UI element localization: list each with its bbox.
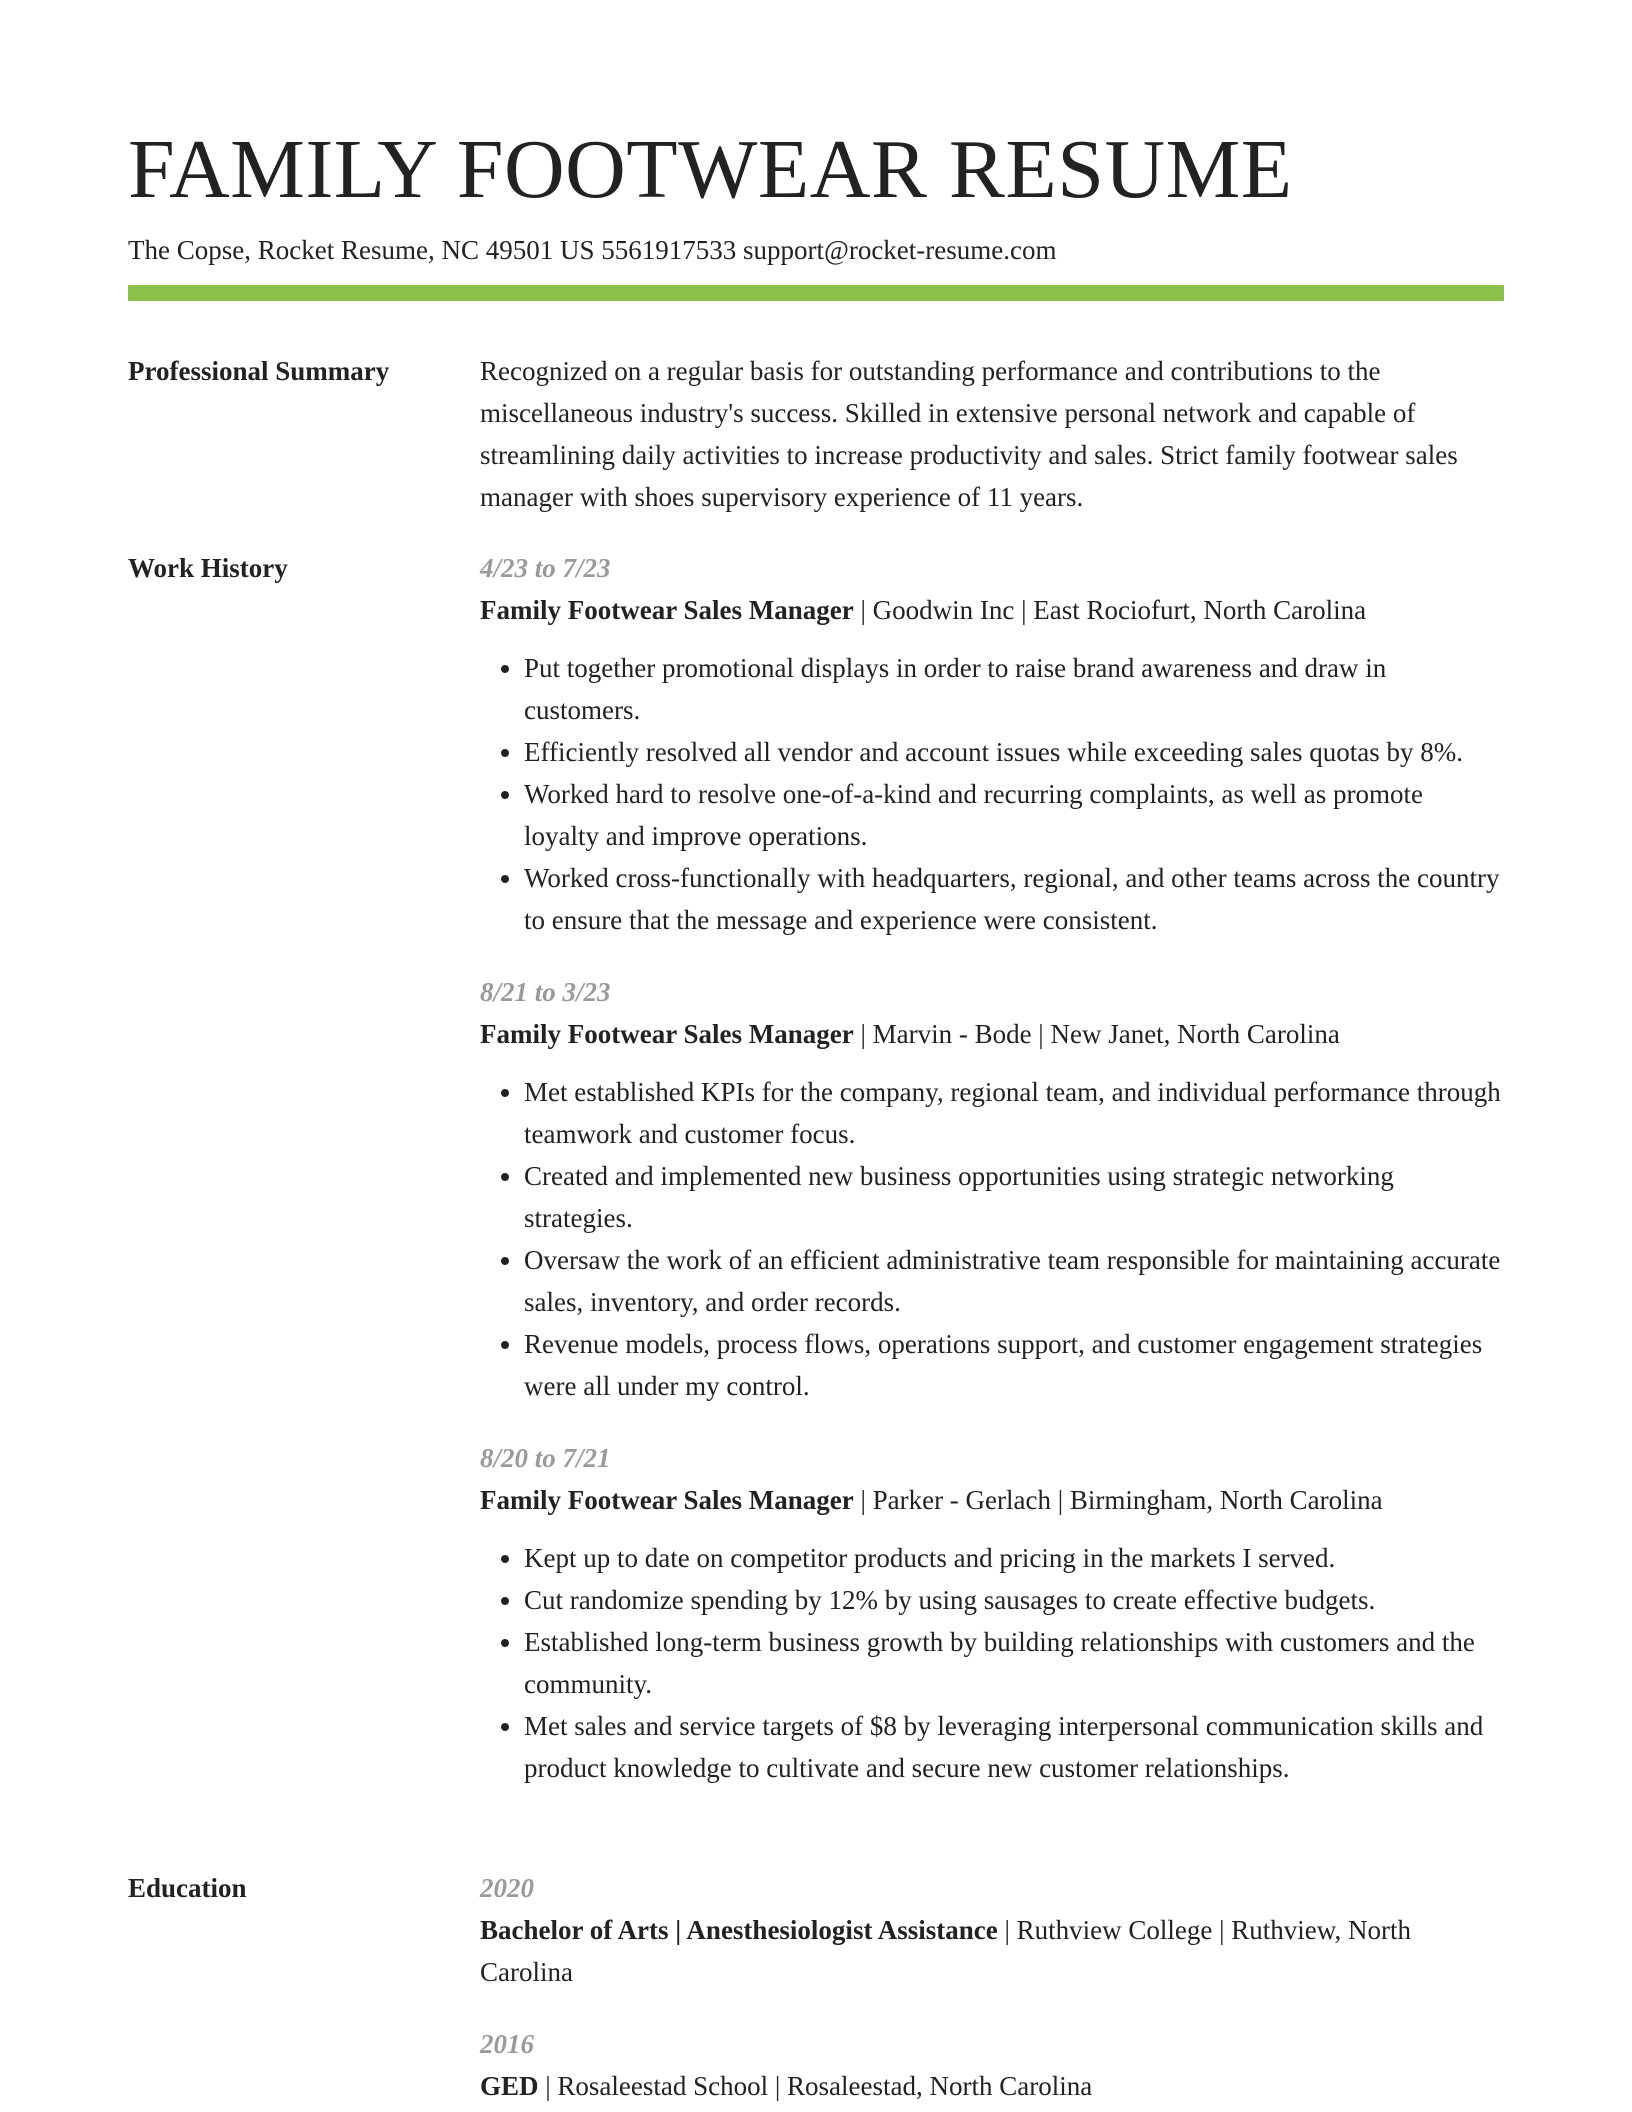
job-role-line: [480, 1479, 1504, 1521]
job-bullet: • Established long-term business growth by building relationships with customers and the community.: [524, 1621, 1504, 1705]
education-details: | Ruthview College | Ruthview, North Carolina: [480, 1915, 1411, 1987]
job-role-line: [480, 1013, 1504, 1055]
job-details: | Goodwin Inc | East Rociofurt, North Carolina: [853, 595, 1367, 625]
education-details: | Rosaleestad School | Rosaleestad, North Carolina: [538, 2071, 1093, 2101]
education-body: [480, 1867, 1504, 2107]
job-entry: [480, 547, 1504, 941]
education-entry: [480, 2023, 1504, 2107]
section-label-summary: Professional Summary: [128, 356, 390, 386]
job-bullets: [480, 1537, 1504, 1789]
job-bullet: • Cut randomize spending by 12% by using sausages to create effective budgets.: [524, 1579, 1504, 1621]
job-dates: 8/21 to 3/23: [480, 977, 611, 1007]
job-title: Family Footwear Sales Manager: [480, 1019, 854, 1049]
work-history-body: [480, 547, 1504, 1789]
contact-line: The Copse, Rocket Resume, NC 49501 US 5561917533 support@rocket-resume.com: [128, 235, 1057, 265]
job-bullet: • Kept up to date on competitor products and pricing in the markets I served.: [524, 1537, 1504, 1579]
section-label-work-history: Work History: [128, 553, 288, 583]
job-dates: 4/23 to 7/23: [480, 553, 611, 583]
summary-body: [480, 350, 1504, 518]
job-role-line: [480, 589, 1504, 631]
job-bullet: • Oversaw the work of an efficient administrative team responsible for maintaining accurate sales, inventory, and order records.: [524, 1239, 1504, 1323]
education-line: [480, 1909, 1504, 1993]
job-bullet: • Revenue models, process flows, operations support, and customer engagement strategies were all under my control.: [524, 1323, 1504, 1407]
job-title: Family Footwear Sales Manager: [480, 595, 854, 625]
job-entry: [480, 1437, 1504, 1789]
job-bullet: • Efficiently resolved all vendor and account issues while exceeding sales quotas by 8%.: [524, 731, 1504, 773]
resume-title: FAMILY FOOTWEAR RESUME: [128, 123, 1293, 216]
job-details: | Marvin - Bode | New Janet, North Carolina: [853, 1019, 1340, 1049]
header-divider: [128, 285, 1504, 301]
education-line: [480, 2065, 1504, 2107]
job-entry: [480, 971, 1504, 1407]
job-bullet: • Met sales and service targets of $8 by leveraging interpersonal communication skills and product knowledge to cultivate and secure new customer relationships.: [524, 1705, 1504, 1789]
job-bullet: • Created and implemented new business opportunities using strategic networking strategies.: [524, 1155, 1504, 1239]
job-bullet: • Worked cross-functionally with headquarters, regional, and other teams across the country to ensure that the message and experience were consistent.: [524, 857, 1504, 941]
education-degree: Bachelor of Arts | Anesthesiologist Assistance: [480, 1915, 998, 1945]
job-bullets: [480, 1071, 1504, 1407]
education-entry: [480, 1867, 1504, 1993]
education-year: 2020: [480, 1873, 534, 1903]
section-label-education: Education: [128, 1873, 247, 1903]
education-degree: GED: [480, 2071, 539, 2101]
job-bullets: [480, 647, 1504, 941]
job-details: | Parker - Gerlach | Birmingham, North Carolina: [853, 1485, 1383, 1515]
job-title: Family Footwear Sales Manager: [480, 1485, 854, 1515]
job-bullet: • Worked hard to resolve one-of-a-kind and recurring complaints, as well as promote loyalty and improve operations.: [524, 773, 1504, 857]
summary-text: Recognized on a regular basis for outstanding performance and contributions to the miscellaneous industry's success. Skilled in extensive personal network and capable of streamlining daily activities to increase productivity and sales. Strict family footwear sales manager with shoes supervisory experience of 11 years.: [480, 356, 1458, 512]
job-bullet: • Met established KPIs for the company, regional team, and individual performance through teamwork and customer focus.: [524, 1071, 1504, 1155]
job-dates: 8/20 to 7/21: [480, 1443, 611, 1473]
job-bullet: • Put together promotional displays in order to raise brand awareness and draw in customers.: [524, 647, 1504, 731]
education-year: 2016: [480, 2029, 534, 2059]
